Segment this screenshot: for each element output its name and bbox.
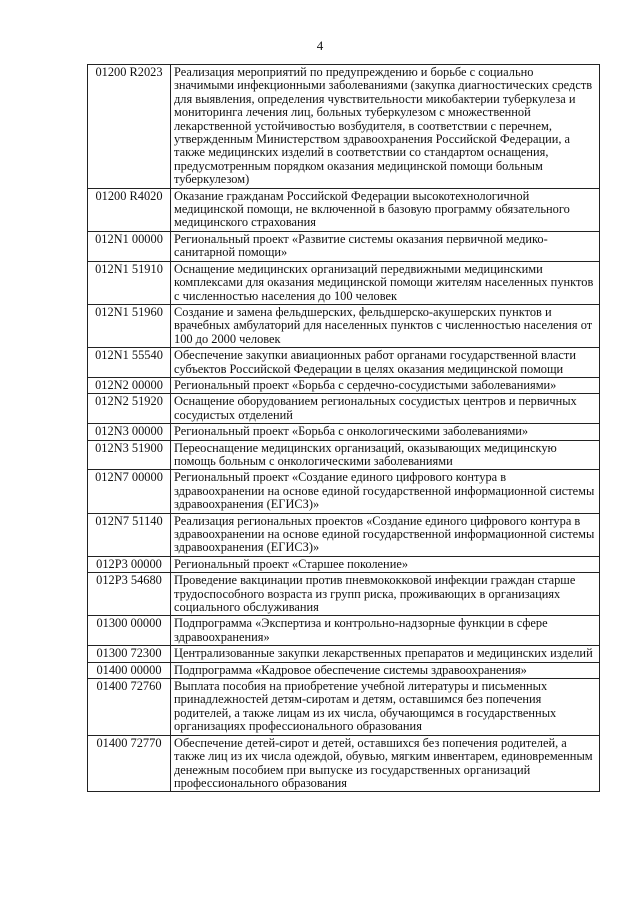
description-cell: Региональный проект «Старшее поколение» <box>171 556 600 572</box>
description-cell: Региональный проект «Борьба с сердечно-сосудистыми заболеваниями» <box>171 377 600 393</box>
description-cell: Оснащение оборудованием региональных сосудистых центров и первичных сосудистых отделений <box>171 394 600 424</box>
description-cell: Подпрограмма «Кадровое обеспечение системы здравоохранения» <box>171 662 600 678</box>
table-body <box>88 65 600 792</box>
budget-code-cell: 01200 R4020 <box>88 188 171 231</box>
table-row <box>88 348 600 378</box>
table-row <box>88 188 600 231</box>
table-row <box>88 440 600 470</box>
table-row <box>88 513 600 556</box>
budget-code-cell: 012N7 51140 <box>88 513 171 556</box>
budget-code-cell: 012P3 54680 <box>88 573 171 616</box>
table-row <box>88 662 600 678</box>
budget-code-table <box>87 64 600 792</box>
description-cell: Оснащение медицинских организаций передвижными медицинскими комплексами для оказания медицинской помощи жителям населенных пунктов с численностью населения до 100 человек <box>171 261 600 304</box>
description-cell: Централизованные закупки лекарственных препаратов и медицинских изделий <box>171 646 600 662</box>
budget-code-cell: 012N1 51960 <box>88 304 171 347</box>
table-row <box>88 231 600 261</box>
description-cell: Оказание гражданам Российской Федерации высокотехнологичной медицинской помощи, не включенной в базовую программу обязательного медицинского страхования <box>171 188 600 231</box>
budget-code-cell: 012N1 55540 <box>88 348 171 378</box>
budget-code-cell: 01400 72770 <box>88 735 171 792</box>
budget-code-cell: 01200 R2023 <box>88 65 171 189</box>
page-number: 4 <box>316 38 324 53</box>
description-cell: Региональный проект «Развитие системы оказания первичной медико-санитарной помощи» <box>171 231 600 261</box>
table-row <box>88 424 600 440</box>
description-cell: Обеспечение закупки авиационных работ органами государственной власти субъектов Российской Федерации в целях оказания медицинской помощи <box>171 348 600 378</box>
description-cell: Обеспечение детей-сирот и детей, оставшихся без попечения родителей, а также лиц из их числа одеждой, обувью, мягким инвентарем, единовременным денежным пособием при выпуске из государственных организаций профессионального образования <box>171 735 600 792</box>
table-row <box>88 616 600 646</box>
table-row <box>88 377 600 393</box>
budget-code-cell: 012N1 00000 <box>88 231 171 261</box>
budget-code-cell: 012N7 00000 <box>88 470 171 513</box>
budget-code-cell: 012N1 51910 <box>88 261 171 304</box>
table-row <box>88 304 600 347</box>
budget-code-cell: 01300 00000 <box>88 616 171 646</box>
budget-code-cell: 012N2 51920 <box>88 394 171 424</box>
description-cell: Создание и замена фельдшерских, фельдшерско-акушерских пунктов и врачебных амбулаторий для населенных пунктов с численностью населения от 100 до 2000 человек <box>171 304 600 347</box>
budget-code-cell: 01300 72300 <box>88 646 171 662</box>
table-row <box>88 470 600 513</box>
table-row <box>88 394 600 424</box>
table-row <box>88 65 600 189</box>
description-cell: Реализация региональных проектов «Создание единого цифрового контура в здравоохранении на основе единой государственной информационной системы здравоохранения (ЕГИСЗ)» <box>171 513 600 556</box>
table-row <box>88 735 600 792</box>
description-cell: Региональный проект «Борьба с онкологическими заболеваниями» <box>171 424 600 440</box>
description-cell: Проведение вакцинации против пневмококковой инфекции граждан старше трудоспособного возраста из групп риска, проживающих в организациях социального обслуживания <box>171 573 600 616</box>
table-row <box>88 261 600 304</box>
budget-code-cell: 012P3 00000 <box>88 556 171 572</box>
description-cell: Реализация мероприятий по предупреждению и борьбе с социально значимыми инфекционными заболеваниями (закупка диагностических средств для выявления, определения чувствительности микобактерии туберкулеза и мониторинга лечения лиц, больных туберкулезом с множественной лекарственной устойчивостью возбудителя, в соответствии с перечнем, утвержденным Министерством здравоохранения Российской Федерации, а также медицинских изделий в соответствии со стандартом оснащения, предусмотренным порядком оказания медицинской помощи больным туберкулезом) <box>171 65 600 189</box>
description-cell: Региональный проект «Создание единого цифрового контура в здравоохранении на основе единой государственной информационной системы здравоохранения (ЕГИСЗ)» <box>171 470 600 513</box>
table-row <box>88 556 600 572</box>
table-row <box>88 573 600 616</box>
table-row <box>88 679 600 736</box>
budget-code-cell: 012N3 00000 <box>88 424 171 440</box>
description-cell: Выплата пособия на приобретение учебной литературы и письменных принадлежностей детям-сиротам и детям, оставшимся без попечения родителей, а также лицам из их числа, обучающимся в государственных организациях профессионального образования <box>171 679 600 736</box>
budget-code-cell: 012N2 00000 <box>88 377 171 393</box>
table-row <box>88 646 600 662</box>
budget-code-cell: 01400 72760 <box>88 679 171 736</box>
budget-code-cell: 01400 00000 <box>88 662 171 678</box>
budget-code-cell: 012N3 51900 <box>88 440 171 470</box>
description-cell: Переоснащение медицинских организаций, оказывающих медицинскую помощь больным с онкологическими заболеваниями <box>171 440 600 470</box>
description-cell: Подпрограмма «Экспертиза и контрольно-надзорные функции в сфере здравоохранения» <box>171 616 600 646</box>
